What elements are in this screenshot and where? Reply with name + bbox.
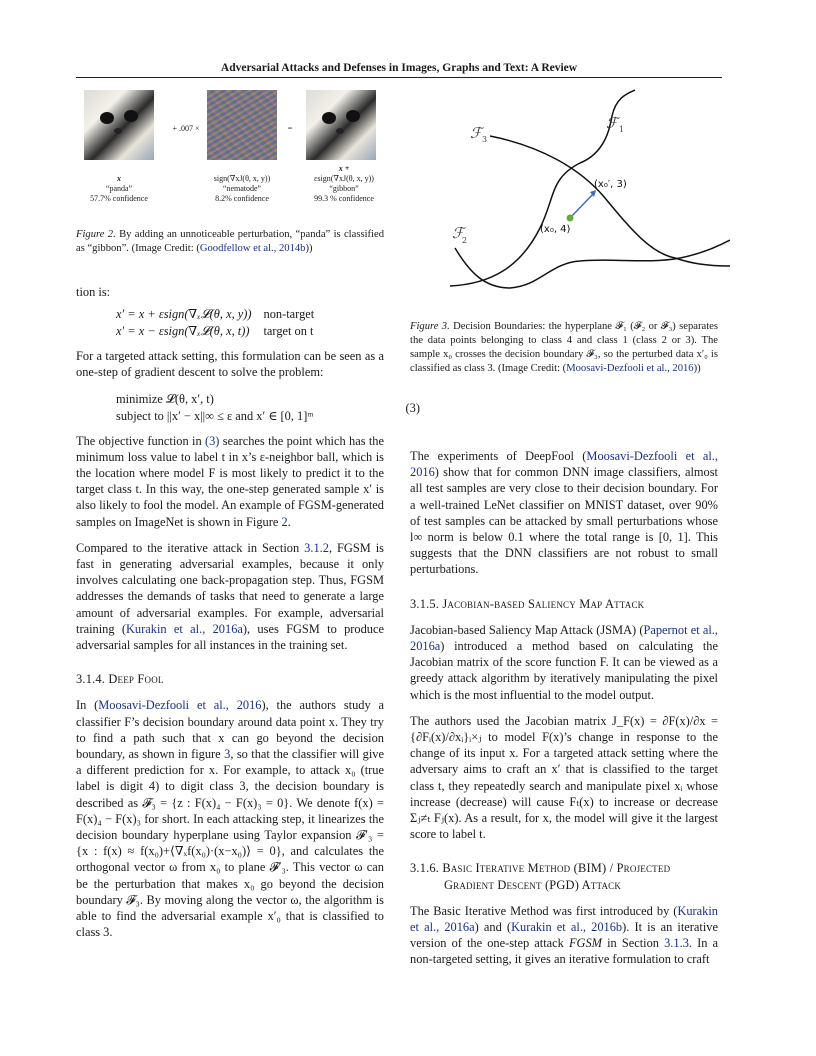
section-ref-link[interactable]: 3.1.3	[664, 936, 689, 951]
noise-image	[207, 90, 277, 160]
equals-operator: =	[287, 124, 293, 133]
paragraph: The authors used the Jacobian matrix J_F(x) = ∂F(x)/∂x = {∂Fᵢ(x)/∂xᵢ}ᵢ×ⱼ to model F(x)’s change in response to the change of its input x. For a targeted attack setting where the adversary aims to craft an x′ that is classified to the target class t, they repeatedly search and manipulate pixel xᵢ whose increase (decrease) will cause Fₜ(x) to increase or decrease Σⱼ≠ₜ Fⱼ(x). As a result, for x, the model will give it the largest score to label t.	[410, 713, 718, 842]
panel-1-label: x “panda” 57.7% confidence	[90, 174, 148, 203]
citation-link[interactable]: Papernot et al., 2016a	[410, 622, 718, 654]
boundary-f2	[455, 240, 730, 288]
figure-2-caption: Figure 2. By adding an unnoticeable perturbation, “panda” is classified as “gibbon”. (Image Credit: (Goodfellow et al., 2014b))	[76, 229, 384, 254]
section-ref-link[interactable]: 3.1.2	[304, 540, 329, 555]
adversarial-panda-image	[306, 90, 376, 160]
citation-link[interactable]: Moosavi-Dezfooli et al., 2016	[410, 449, 718, 480]
section-heading-3-1-6: 3.1.6. Basic Iterative Method (BIM) / Projected Gradient Descent (PGD) Attack	[410, 861, 671, 892]
boundary-f3	[490, 136, 730, 266]
f2-label: ℱ	[452, 224, 464, 242]
f3-label: ℱ	[470, 124, 482, 142]
paragraph: Compared to the iterative attack in Section 3.1.2, FGSM is fast in generating adversarial examples, because it only involves calculating one back-propagation step. Thus, FGSM addresses the demands of tasks that need to generate a large amount of adversarial examples. For example, adversarial training (Kurakin et al., 2016a), uses FGSM to produce adversarial samples for all instances in the training set.	[76, 540, 385, 653]
figure-ref-link[interactable]: 2	[281, 514, 288, 529]
figure-ref-link[interactable]: 3	[224, 747, 231, 762]
citation-link[interactable]: Kurakin et al., 2016b	[511, 920, 623, 935]
svg-text:3: 3	[482, 135, 488, 144]
panda-image	[84, 90, 154, 160]
panda-nose	[336, 128, 344, 134]
target-label: (x₀′, 3)	[594, 179, 627, 190]
equation-ref-link[interactable]: (3)	[204, 433, 220, 448]
panel-3-label: x + εsign(∇xJ(θ, x, y)) “gibbon” 99.3 % confidence	[314, 164, 374, 203]
paragraph: The Basic Iterative Method was first introduced by (Kurakin et al., 2016a) and (Kurakin et al., 2016b). It is an iterative version of the one-step attack FGSM in Section 3.1.3. In a non-targeted setting, it gives an iterative formulation to craft	[410, 903, 719, 967]
figure-2	[76, 88, 384, 218]
panda-eye	[100, 112, 114, 124]
paragraph: tion is:	[76, 285, 111, 299]
panda-nose	[114, 128, 122, 134]
figure-3-diagram	[430, 88, 730, 303]
paragraph: For a targeted attack setting, this formulation can be seen as a one-step of gradient descent to solve the problem:	[76, 349, 384, 380]
equation-number: (3)	[405, 400, 420, 415]
header-rule	[76, 77, 722, 78]
perturbation-arrow	[570, 192, 595, 218]
equation-3: minimize 𝓛(θ, x′, t) subject to ||x′ − x||∞ ≤ ε and x′ ∈ [0, 1]ᵐ (3)	[116, 391, 420, 423]
f1-label: ℱ	[606, 114, 618, 132]
equation-fgsm: x′ = x + εsign(∇ₓ𝓛(θ, x, y)) non-target x′ = x − εsign(∇ₓ𝓛(θ, x, t)) target on t	[116, 307, 315, 339]
citation-link[interactable]: Moosavi-Dezfooli et al., 2016	[98, 698, 262, 713]
citation-link[interactable]: Kurakin et al., 2016a	[125, 621, 243, 636]
right-column	[410, 448, 718, 968]
panda-eye	[346, 110, 360, 122]
paragraph: Jacobian-based Saliency Map Attack (JSMA) (Papernot et al., 2016a) introduced a method based on calculating the Jacobian matrix of the score function F. It can be viewed as a greedy attack algorithm by iteratively manipulating the pixel which is the most influential to the model output.	[410, 622, 718, 702]
panel-2-label: sign(∇xJ(θ, x, y)) “nematode” 8.2% confidence	[213, 174, 271, 203]
citation-link[interactable]: Kurakin et al., 2016a	[410, 903, 718, 935]
paragraph: The experiments of DeepFool (Moosavi-Dezfooli et al., 2016) show that for common DNN image classifiers, almost all test samples are very close to their decision boundary. For a well-trained LeNet classifier on MNIST dataset, over 90% of test samples can be attacked by small perturbations whose l∞ norm is below 0.1 where the total range is [0, 1]. This suggests that the DNN classifiers are not robust to small perturbations.	[410, 449, 718, 577]
panda-eye	[124, 110, 138, 122]
paragraph: The objective function in (3) searches the point which has the minimum loss value to label t in x’s ε-neighbor ball, which is the location where model F is most likely to predict it to the target class t. In this way, the one-step generated sample x′ is also likely to fool the model. An example of FGSM-generated samples on ImageNet is shown in Figure 2.	[76, 433, 385, 529]
panda-eye	[322, 112, 336, 124]
section-heading-3-1-4: 3.1.4. Deep Fool	[76, 672, 164, 687]
figure-3-caption: Figure 3. Decision Boundaries: the hyperplane 𝓕₁ (𝓕₂ or 𝓕₃) separates the data points belonging to class 4 and class 1 (class 2 or 3). The sample x₀ crosses the decision boundary 𝓕₃, so the perturbed data x′₀ is classified as class 3. (Image Credit: (Moosavi-Dezfooli et al., 2016))	[410, 321, 718, 374]
running-title: Adversarial Attacks and Defenses in Images, Graphs and Text: A Review	[220, 62, 578, 74]
svg-text:2: 2	[462, 236, 468, 245]
svg-text:1: 1	[619, 125, 625, 134]
citation-link[interactable]: Moosavi-Dezfooli et al., 2016	[566, 363, 694, 374]
section-heading-3-1-5: 3.1.5. Jacobian-based Saliency Map Attack	[410, 596, 645, 611]
point-label: (x₀, 4)	[540, 224, 571, 235]
left-column	[76, 284, 420, 941]
plus-operator: + .007 ×	[172, 124, 200, 133]
data-point	[567, 215, 574, 222]
paragraph: In (Moosavi-Dezfooli et al., 2016), the authors study a classifier F’s decision boundary around data point x. They try to find a path such that x can go beyond the decision boundary, as shown in figure 3, so that the classifier will give a different prediction for x. For example, to attack x₀ (true label is digit 4) to digit class 3, the decision boundary is described as 𝓕₃ = {z : F(x)₄ − F(x)₃ = 0}. We denote f(x) = F(x)₄ − F(x)₃ for short. In each attacking step, it linearizes the decision boundary hyperplane using Taylor expansion 𝓕′₃ = {x : f(x) ≈ f(x₀)+⟨∇ₓf(x₀)·(x−x₀)⟩ = 0}, and calculates the orthogonal vector ω from x₀ to plane 𝓕′₃. This vector ω can be the perturbation that makes x₀ go beyond the decision boundary 𝓕₃. By moving along the vector ω, the algorithm is able to find the adversarial example x′₀ that is classified to class 3.	[76, 698, 385, 940]
citation-link[interactable]: Goodfellow et al., 2014b	[199, 243, 306, 254]
